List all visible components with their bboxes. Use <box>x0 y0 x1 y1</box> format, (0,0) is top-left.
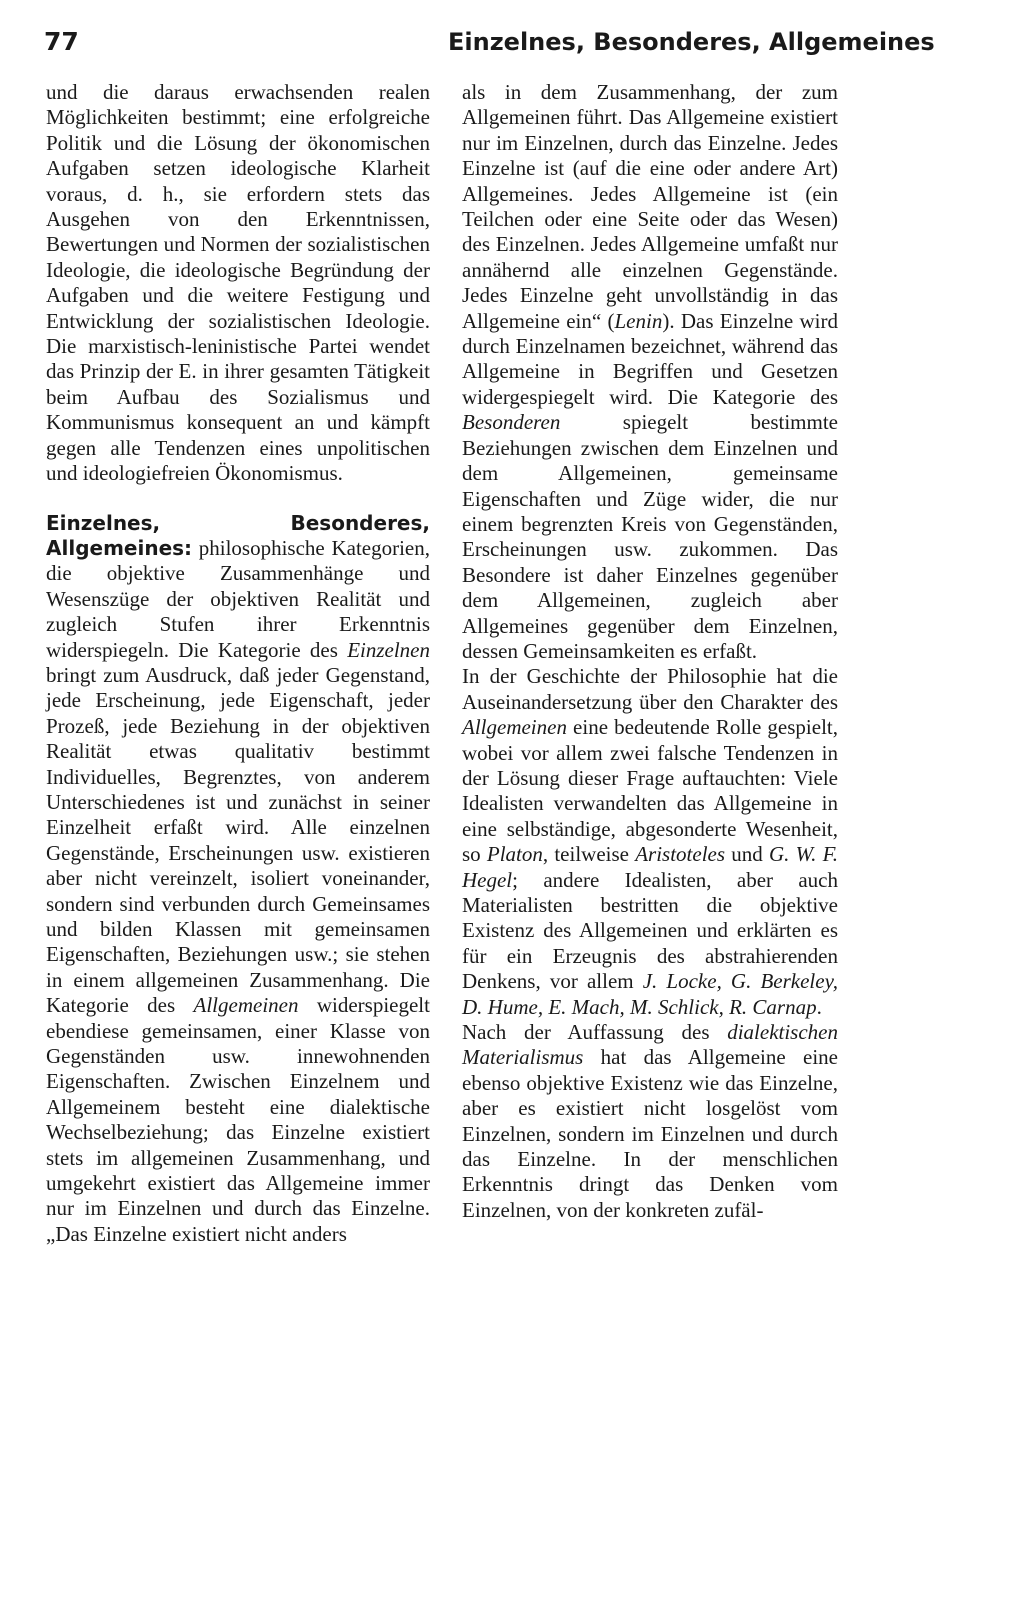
paragraph <box>462 1020 838 1223</box>
paragraph-continuation <box>46 80 430 487</box>
italic-name: Aristoteles <box>635 842 726 867</box>
italic-name: Lenin <box>614 308 663 333</box>
italic-term: Allgemeinen <box>462 715 567 740</box>
text: ). Das Einzelne wird durch Einzelnamen bezeichnet, während das Allgemeine in Begriffen und Gesetzen widergespiegelt wird. Die Kategorie des <box>462 308 838 409</box>
text: , teilweise <box>542 842 636 867</box>
text: philosophische Kategorien, die objektive Zusammenhänge und Wesenszüge der objektiven Realität und zugleich Stufen ihrer Erkenntnis widerspiegeln. Die Kategorie des <box>46 535 430 662</box>
text: widerspiegelt ebendiese gemeinsamen, einer Klasse von Gegenständen usw. innewohnenden Eigenschaften. Zwischen Einzelnem und Allgemeinem besteht eine dialektische Wechselbeziehung; das Einzelne existiert stets im allgemeinen Zusammenhang, und umgekehrt existiert das Allgemeine immer nur im Einzelnen und durch das Einzelne. „Das Einzelne existiert nicht anders <box>46 993 430 1246</box>
italic-term: Besonderen <box>462 410 561 435</box>
italic-name: G. W. F. Hegel <box>462 842 838 892</box>
italic-term: Einzelnen <box>347 637 430 662</box>
paragraph <box>462 664 838 1020</box>
italic-name: Platon <box>486 842 543 867</box>
page-header <box>0 0 1024 70</box>
entry-headword: Einzelnes, Besonderes, Allgemeines: <box>46 510 430 560</box>
text: . <box>816 994 822 1019</box>
text: und <box>725 842 769 867</box>
italic-term: dialektischen Materialismus <box>462 1020 838 1070</box>
text: spiegelt bestimmte Beziehungen zwischen dem Einzelnen und dem Allgemeinen, gemeinsame Eigenschaften und Züge wider, die nur einem begrenzten Kreis von Gegenständen, Erscheinungen usw. zukommen. Das Besondere ist daher Einzelnes gegenüber dem Allgemeinen, zugleich aber Allgemeines gegenüber dem Einzelnen, dessen Gemeinsamkeiten es erfaßt. <box>462 410 838 663</box>
text: Nach der Auffassung des <box>462 1020 728 1045</box>
italic-names: J. Locke, G. Berkeley, D. Hume, E. Mach, M. Schlick, R. Carnap <box>462 969 838 1019</box>
text: als in dem Zusammenhang, der zum Allgemeinen führt. Das Allgemeine existiert nur im Einzelnen, durch das Einzelne. Jedes Einzelne ist (auf die eine oder andere Art) Allgemeines. Jedes Allgemeine ist (ein Teilchen oder eine Seite oder das Wesen) des Einzelnen. Jedes Allgemeine umfaßt nur annähernd alle einzelnen Gegenstände. Jedes Einzelne geht unvollständig in das Allgemeine ein“ ( <box>462 80 838 333</box>
right-column <box>462 80 838 1223</box>
paragraph-gap <box>46 487 430 511</box>
page-number: 77 <box>44 27 79 56</box>
left-column <box>46 80 430 1247</box>
text: ; andere Idealisten, aber auch Materialisten bestritten die objektive Existenz des Allgemeinen und erklärten es für ein Erzeugnis des abstrahierenden Denkens, vor allem <box>462 867 838 994</box>
text: In der Geschichte der Philosophie hat die Auseinandersetzung über den Charakter des <box>462 664 838 714</box>
dictionary-entry <box>46 511 430 1248</box>
text: bringt zum Ausdruck, daß jeder Gegenstand, jede Erscheinung, jede Eigenschaft, jeder Prozeß, jede Beziehung in der objektiven Realität etwas qualitativ bestimmt Individuelles, Begrenztes, von anderem Unterschiedenes ist und zunächst in seiner Einzelheit erfaßt wird. Alle einzelnen Gegenstände, Erscheinungen usw. existieren aber nicht vereinzelt, isoliert voneinander, sondern sind verbunden durch Gemeinsames und bilden Klassen mit gemeinsamen Eigenschaften, Beziehungen usw.; sie stehen in einem allgemeinen Zusammenhang. Die Kategorie des <box>46 662 430 1018</box>
text: und die daraus erwachsenden realen Möglichkeiten bestimmt; eine erfolgreiche Politik und die Lösung der ökonomischen Aufgaben setzen ideologische Klarheit voraus, d. h., sie erfordern stets das Ausgehen von den Erkenntnissen, Bewertungen und Normen der sozialistischen Ideologie, die ideologische Begründung der Aufgaben und die weitere Festigung und Entwicklung der sozialistischen Ideologie. Die marxistisch-leninistische Partei wendet das Prinzip der E. in ihrer gesamten Tätigkeit beim Aufbau des Sozialismus und Kommunismus konsequent an und kämpft gegen alle Tendenzen eines unpolitischen und ideologiefreien Ökonomismus. <box>46 80 430 486</box>
paragraph <box>462 80 838 664</box>
text: hat das Allgemeine eine ebenso objektive Existenz wie das Einzelne, aber es existiert nicht losgelöst vom Einzelnen, sondern im Einzelnen und durch das Einzelne. In der menschlichen Erkenntnis dringt das Denken vom Einzelnen, von der konkreten zufäl- <box>462 1045 838 1222</box>
text: eine bedeutende Rolle gespielt, wobei vor allem zwei falsche Tendenzen in der Lösung dieser Frage auftauchten: Viele Idealisten verwandelten das Allgemeine in eine selbständige, abgesonderte Wesenheit, so <box>462 715 838 867</box>
italic-term: Allgemeinen <box>193 993 299 1018</box>
running-head: Einzelnes, Besonderes, Allgemeines <box>448 28 935 56</box>
